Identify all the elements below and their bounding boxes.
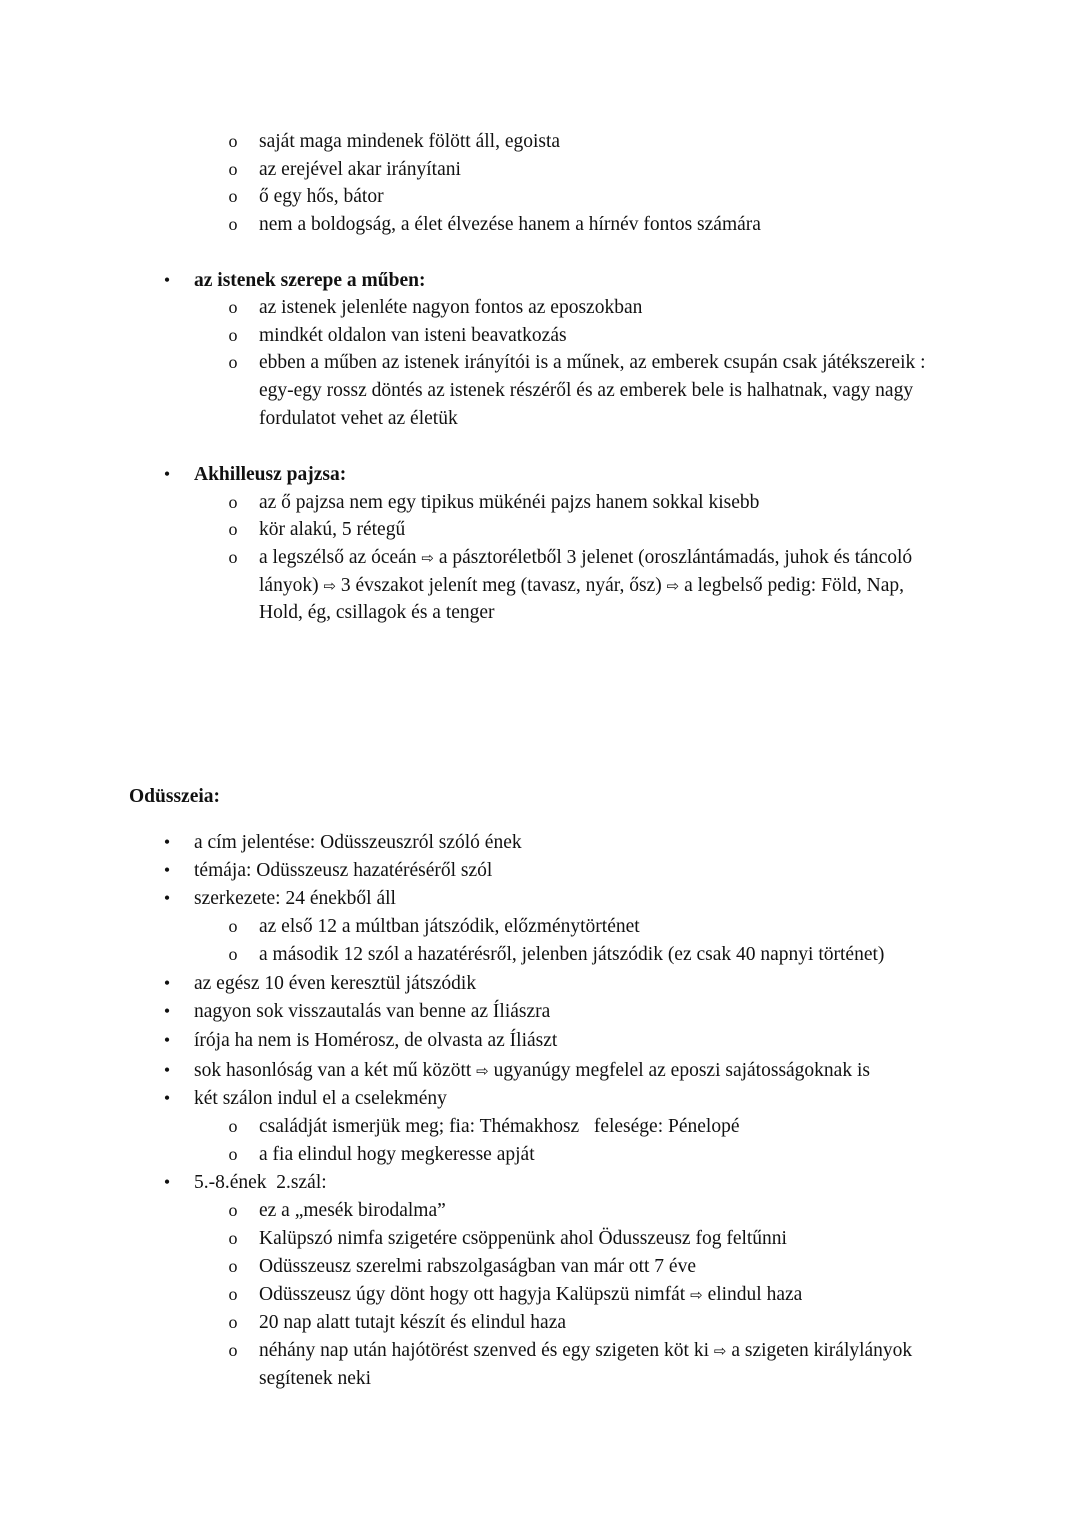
list-item: mindkét oldalon van isteni beavatkozás — [259, 325, 567, 346]
sub-bullet-icon: o — [228, 1312, 238, 1332]
list-item: a cím jelentése: Odüsszeuszról szóló ének — [194, 832, 522, 853]
bullet-icon: • — [163, 464, 171, 484]
bullet-icon: • — [163, 1060, 171, 1080]
sub-bullet-icon: o — [228, 1200, 238, 1220]
text-segment: ugyanúgy megfelel az eposzi sajátosságoknak is — [493, 1060, 870, 1081]
list-item-continuation: segítenek neki — [259, 1368, 372, 1389]
bullet-icon: • — [163, 1172, 171, 1192]
text-segment: a szigeten királylányok — [731, 1340, 913, 1361]
bullet-icon: • — [163, 832, 171, 852]
sub-bullet-icon: o — [228, 297, 238, 317]
sub-bullet-icon: o — [228, 519, 238, 539]
list-item-continuation: fordulatot vehet az életük — [259, 408, 458, 429]
text-segment: Odüsszeusz úgy dönt hogy ott hagyja Kalüpszü nimfát — [259, 1284, 686, 1305]
section-title: Odüsszeia: — [129, 786, 221, 807]
list-item — [259, 544, 912, 573]
list-item: témája: Odüsszeusz hazatéréséről szól — [194, 860, 493, 881]
sub-bullet-icon: o — [228, 1256, 238, 1276]
list-item: az erejével akar irányítani — [259, 159, 461, 180]
sub-bullet-icon: o — [228, 352, 238, 372]
list-item: ez a „mesék birodalma” — [259, 1200, 446, 1221]
sub-bullet-icon: o — [228, 547, 238, 567]
list-item: írója ha nem is Homérosz, de olvasta az Íliászt — [194, 1030, 558, 1051]
sub-bullet-icon: o — [228, 325, 238, 345]
text-segment: elindul haza — [707, 1284, 803, 1305]
list-item: az istenek jelenléte nagyon fontos az eposzokban — [259, 297, 643, 318]
section-heading: Akhilleusz pajzsa: — [194, 464, 347, 485]
bullet-icon: • — [163, 1030, 171, 1050]
bullet-icon: • — [163, 860, 171, 880]
list-item: családját ismerjük meg; fia: Thémakhosz felesége: Pénelopé — [259, 1116, 740, 1137]
list-item: kör alakú, 5 rétegű — [259, 519, 406, 540]
bullet-icon: • — [163, 1001, 171, 1021]
sub-bullet-icon: o — [228, 916, 238, 936]
list-item: ő egy hős, bátor — [259, 186, 384, 207]
arrow-icon: ⇨ — [666, 577, 680, 595]
sub-bullet-icon: o — [228, 131, 238, 151]
arrow-icon: ⇨ — [323, 577, 337, 595]
list-item — [194, 1057, 870, 1086]
sub-bullet-icon: o — [228, 1228, 238, 1248]
sub-bullet-icon: o — [228, 159, 238, 179]
sub-bullet-icon: o — [228, 214, 238, 234]
list-item: ebben a műben az istenek irányítói is a műnek, az emberek csupán csak játékszereik : — [259, 352, 926, 373]
text-segment: néhány nap után hajótörést szenved és egy szigeten köt ki — [259, 1340, 709, 1361]
sub-bullet-icon: o — [228, 1340, 238, 1360]
list-item — [259, 1337, 912, 1366]
list-item: két szálon indul el a cselekmény — [194, 1088, 447, 1109]
sub-bullet-icon: o — [228, 1284, 238, 1304]
list-item-continuation: egy-egy rossz döntés az istenek részéről és az emberek bele is halhatnak, vagy nagy — [259, 380, 914, 401]
sub-bullet-icon: o — [228, 944, 238, 964]
bullet-icon: • — [163, 888, 171, 908]
list-item: a fia elindul hogy megkeresse apját — [259, 1144, 535, 1165]
text-segment: a legbelső pedig: Föld, Nap, — [684, 575, 904, 596]
arrow-icon: ⇨ — [690, 1286, 703, 1304]
text-segment: sok hasonlóság van a két mű között — [194, 1060, 472, 1081]
bullet-icon: • — [163, 270, 171, 290]
sub-bullet-icon: o — [228, 186, 238, 206]
list-item-continuation — [259, 572, 904, 601]
list-item-continuation: Hold, ég, csillagok és a tenger — [259, 602, 495, 623]
section-heading: az istenek szerepe a műben: — [194, 270, 426, 291]
text-segment: lányok) — [259, 575, 319, 596]
list-item: saját maga mindenek fölött áll, egoista — [259, 131, 561, 152]
bullet-icon: • — [163, 1088, 171, 1108]
list-item: nem a boldogság, a élet élvezése hanem a hírnév fontos számára — [259, 214, 761, 235]
text-segment: a pásztoréletből 3 jelenet (oroszlántámadás, juhok és táncoló — [438, 547, 913, 568]
list-item: az ő pajzsa nem egy tipikus mükénéi pajzs hanem sokkal kisebb — [259, 492, 760, 513]
list-item — [259, 1281, 802, 1310]
text-segment: a legszélső az óceán — [259, 547, 417, 568]
list-item: nagyon sok visszautalás van benne az Íliászra — [194, 1001, 551, 1022]
list-item: az egész 10 éven keresztül játszódik — [194, 973, 477, 994]
list-item: Odüsszeusz szerelmi rabszolgaságban van már ott 7 éve — [259, 1256, 696, 1277]
list-item: 20 nap alatt tutajt készít és elindul haza — [259, 1312, 567, 1333]
arrow-icon: ⇨ — [421, 549, 434, 567]
list-item: a második 12 szól a hazatérésről, jelenben játszódik (ez csak 40 napnyi történet) — [259, 944, 885, 965]
list-item: Kalüpszó nimfa szigetére csöppenünk ahol Ödusszeusz fog feltűnni — [259, 1228, 787, 1249]
sub-bullet-icon: o — [228, 492, 238, 512]
list-item: az első 12 a múltban játszódik, előzménytörténet — [259, 916, 640, 937]
list-item: szerkezete: 24 énekből áll — [194, 888, 396, 909]
list-item: 5.-8.ének 2.szál: — [194, 1172, 327, 1193]
bullet-icon: • — [163, 973, 171, 993]
arrow-icon: ⇨ — [713, 1342, 727, 1360]
sub-bullet-icon: o — [228, 1116, 238, 1136]
text-segment: 3 évszakot jelenít meg (tavasz, nyár, ősz) — [340, 575, 662, 596]
sub-bullet-icon: o — [228, 1144, 238, 1164]
arrow-icon: ⇨ — [476, 1062, 489, 1080]
